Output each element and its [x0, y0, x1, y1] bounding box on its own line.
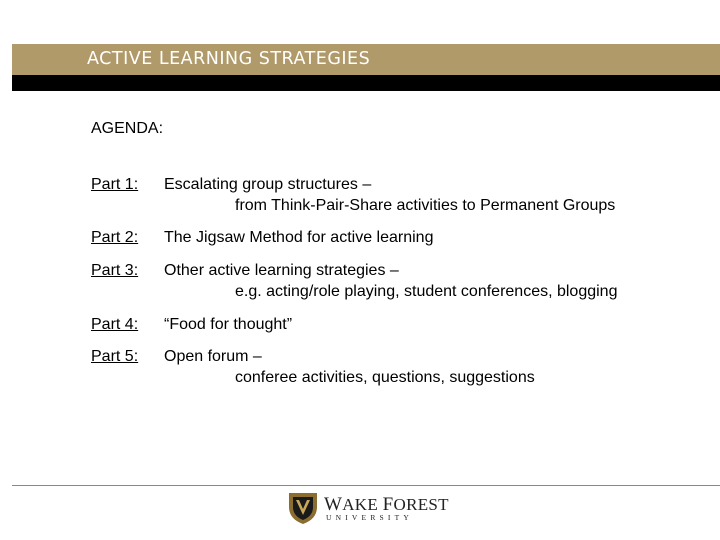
part-title: Other active learning strategies – [164, 262, 399, 279]
logo-name: WAKE FOREST [324, 494, 449, 515]
part-subtitle: from Think-Pair-Share activities to Permanent Groups [235, 197, 616, 214]
part-label: Part 3: [91, 262, 139, 279]
footer-divider [12, 485, 720, 486]
wake-forest-logo [287, 491, 447, 525]
part-title: Escalating group structures – [164, 176, 372, 193]
part-title: The Jigsaw Method for active learning [164, 229, 434, 246]
part-subtitle: conferee activities, questions, suggestions [235, 369, 535, 386]
agenda-heading: AGENDA: [91, 120, 164, 137]
part-title: Open forum – [164, 348, 262, 365]
part-label: Part 5: [91, 348, 139, 365]
title-band [12, 44, 720, 75]
slide-title: ACTIVE LEARNING STRATEGIES [87, 49, 371, 69]
shield-icon [287, 491, 319, 525]
part-title: “Food for thought” [164, 316, 293, 333]
header-divider-bar [12, 75, 720, 91]
part-label: Part 1: [91, 176, 139, 193]
part-subtitle: e.g. acting/role playing, student conferences, blogging [235, 283, 618, 300]
part-label: Part 2: [91, 229, 139, 246]
logo-subtitle: UNIVERSITY [326, 513, 413, 522]
part-label: Part 4: [91, 316, 139, 333]
